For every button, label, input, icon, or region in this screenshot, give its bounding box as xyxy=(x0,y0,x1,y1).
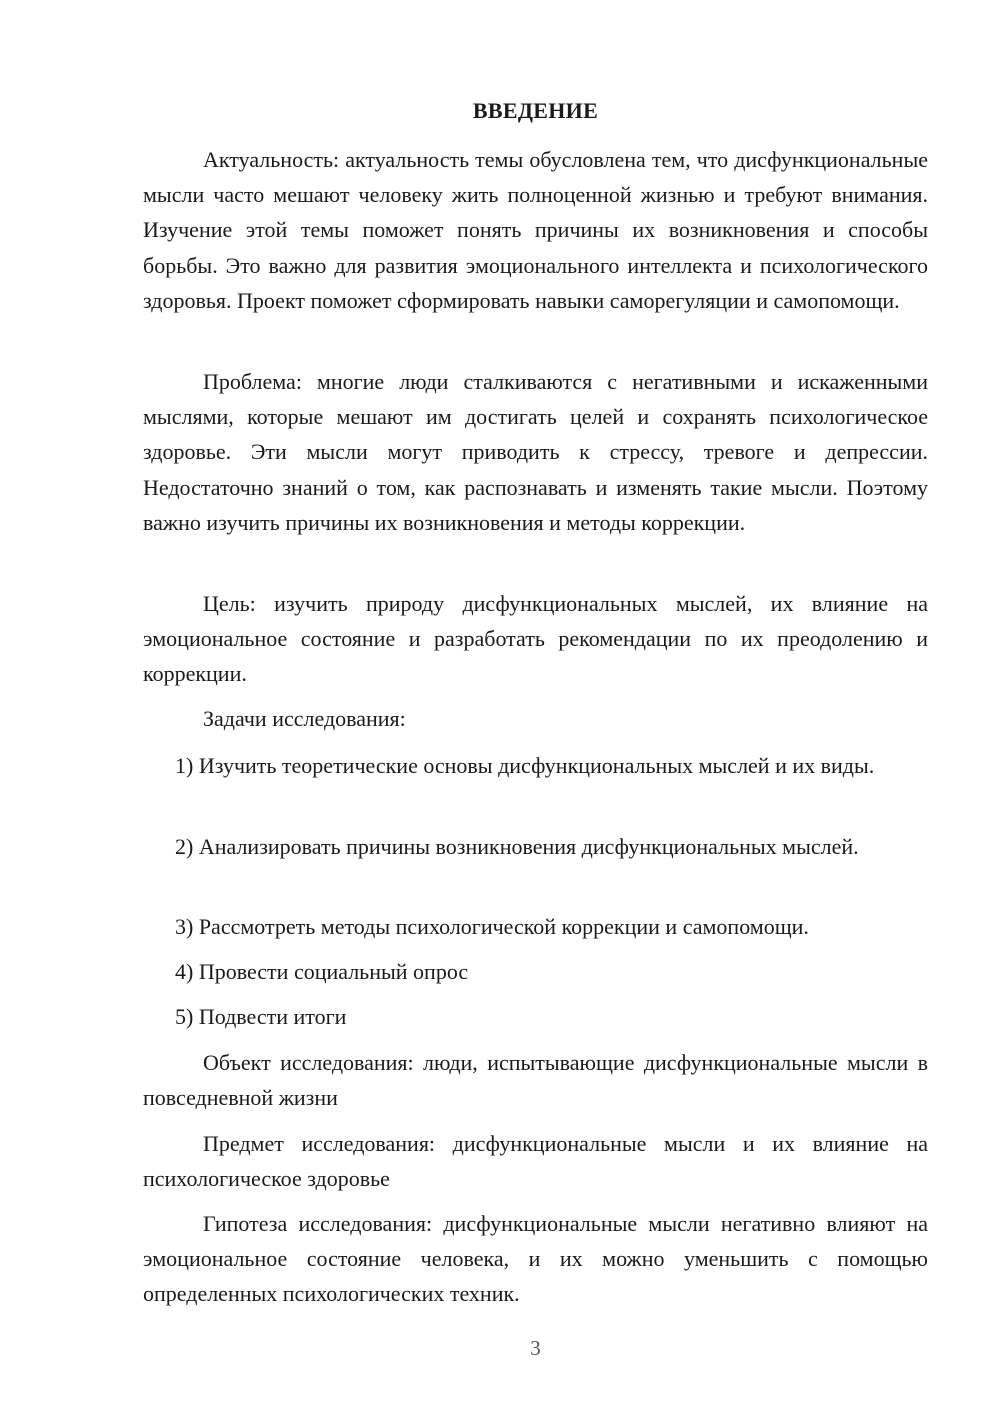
task-item: 3) Рассмотреть методы психологической коррекции и самопомощи. xyxy=(175,914,809,939)
task-item: 5) Подвести итоги xyxy=(175,1004,347,1029)
subject-paragraph: Предмет исследования: дисфункциональные мысли и их влияние на психологическое здоровье xyxy=(143,1131,928,1192)
object-paragraph: Объект исследования: люди, испытывающие дисфункциональные мысли в повседневной жизни xyxy=(143,1050,928,1111)
goal-paragraph: Цель: изучить природу дисфункциональных мыслей, их влияние на эмоциональное состояние и разработать рекомендации по их преодолению и коррекции. xyxy=(143,591,928,687)
page-number: 3 xyxy=(530,1336,541,1360)
document-page xyxy=(143,0,928,1414)
problem-paragraph: Проблема: многие люди сталкиваются с негативными и искаженными мыслями, которые мешают им достигать целей и сохранять психологическое здоровье. Эти мысли могут приводить к стрессу, тревоге и депрессии. Недостаточно знаний о том, как распознавать и изменять такие мысли. Поэтому важно изучить причины их возникновения и методы коррекции. xyxy=(143,369,928,535)
task-item: 1) Изучить теоретические основы дисфункциональных мыслей и их виды. xyxy=(175,753,875,778)
task-item: 2) Анализировать причины возникновения дисфункциональных мыслей. xyxy=(175,834,859,859)
relevance-paragraph: Актуальность: актуальность темы обусловлена тем, что дисфункциональные мысли часто мешают человеку жить полноценной жизнью и требуют внимания. Изучение этой темы поможет понять причины их возникновения и способы борьбы. Это важно для развития эмоционального интеллекта и психологического здоровья. Проект поможет сформировать навыки саморегуляции и самопомощи. xyxy=(143,147,928,313)
tasks-heading: Задачи исследования: xyxy=(203,706,406,731)
task-item: 4) Провести социальный опрос xyxy=(175,959,469,984)
section-title: ВВЕДЕНИЕ xyxy=(472,98,599,123)
hypothesis-paragraph: Гипотеза исследования: дисфункциональные мысли негативно влияют на эмоциональное состояние человека, и их можно уменьшить с помощью определенных психологических техник. xyxy=(143,1211,928,1307)
